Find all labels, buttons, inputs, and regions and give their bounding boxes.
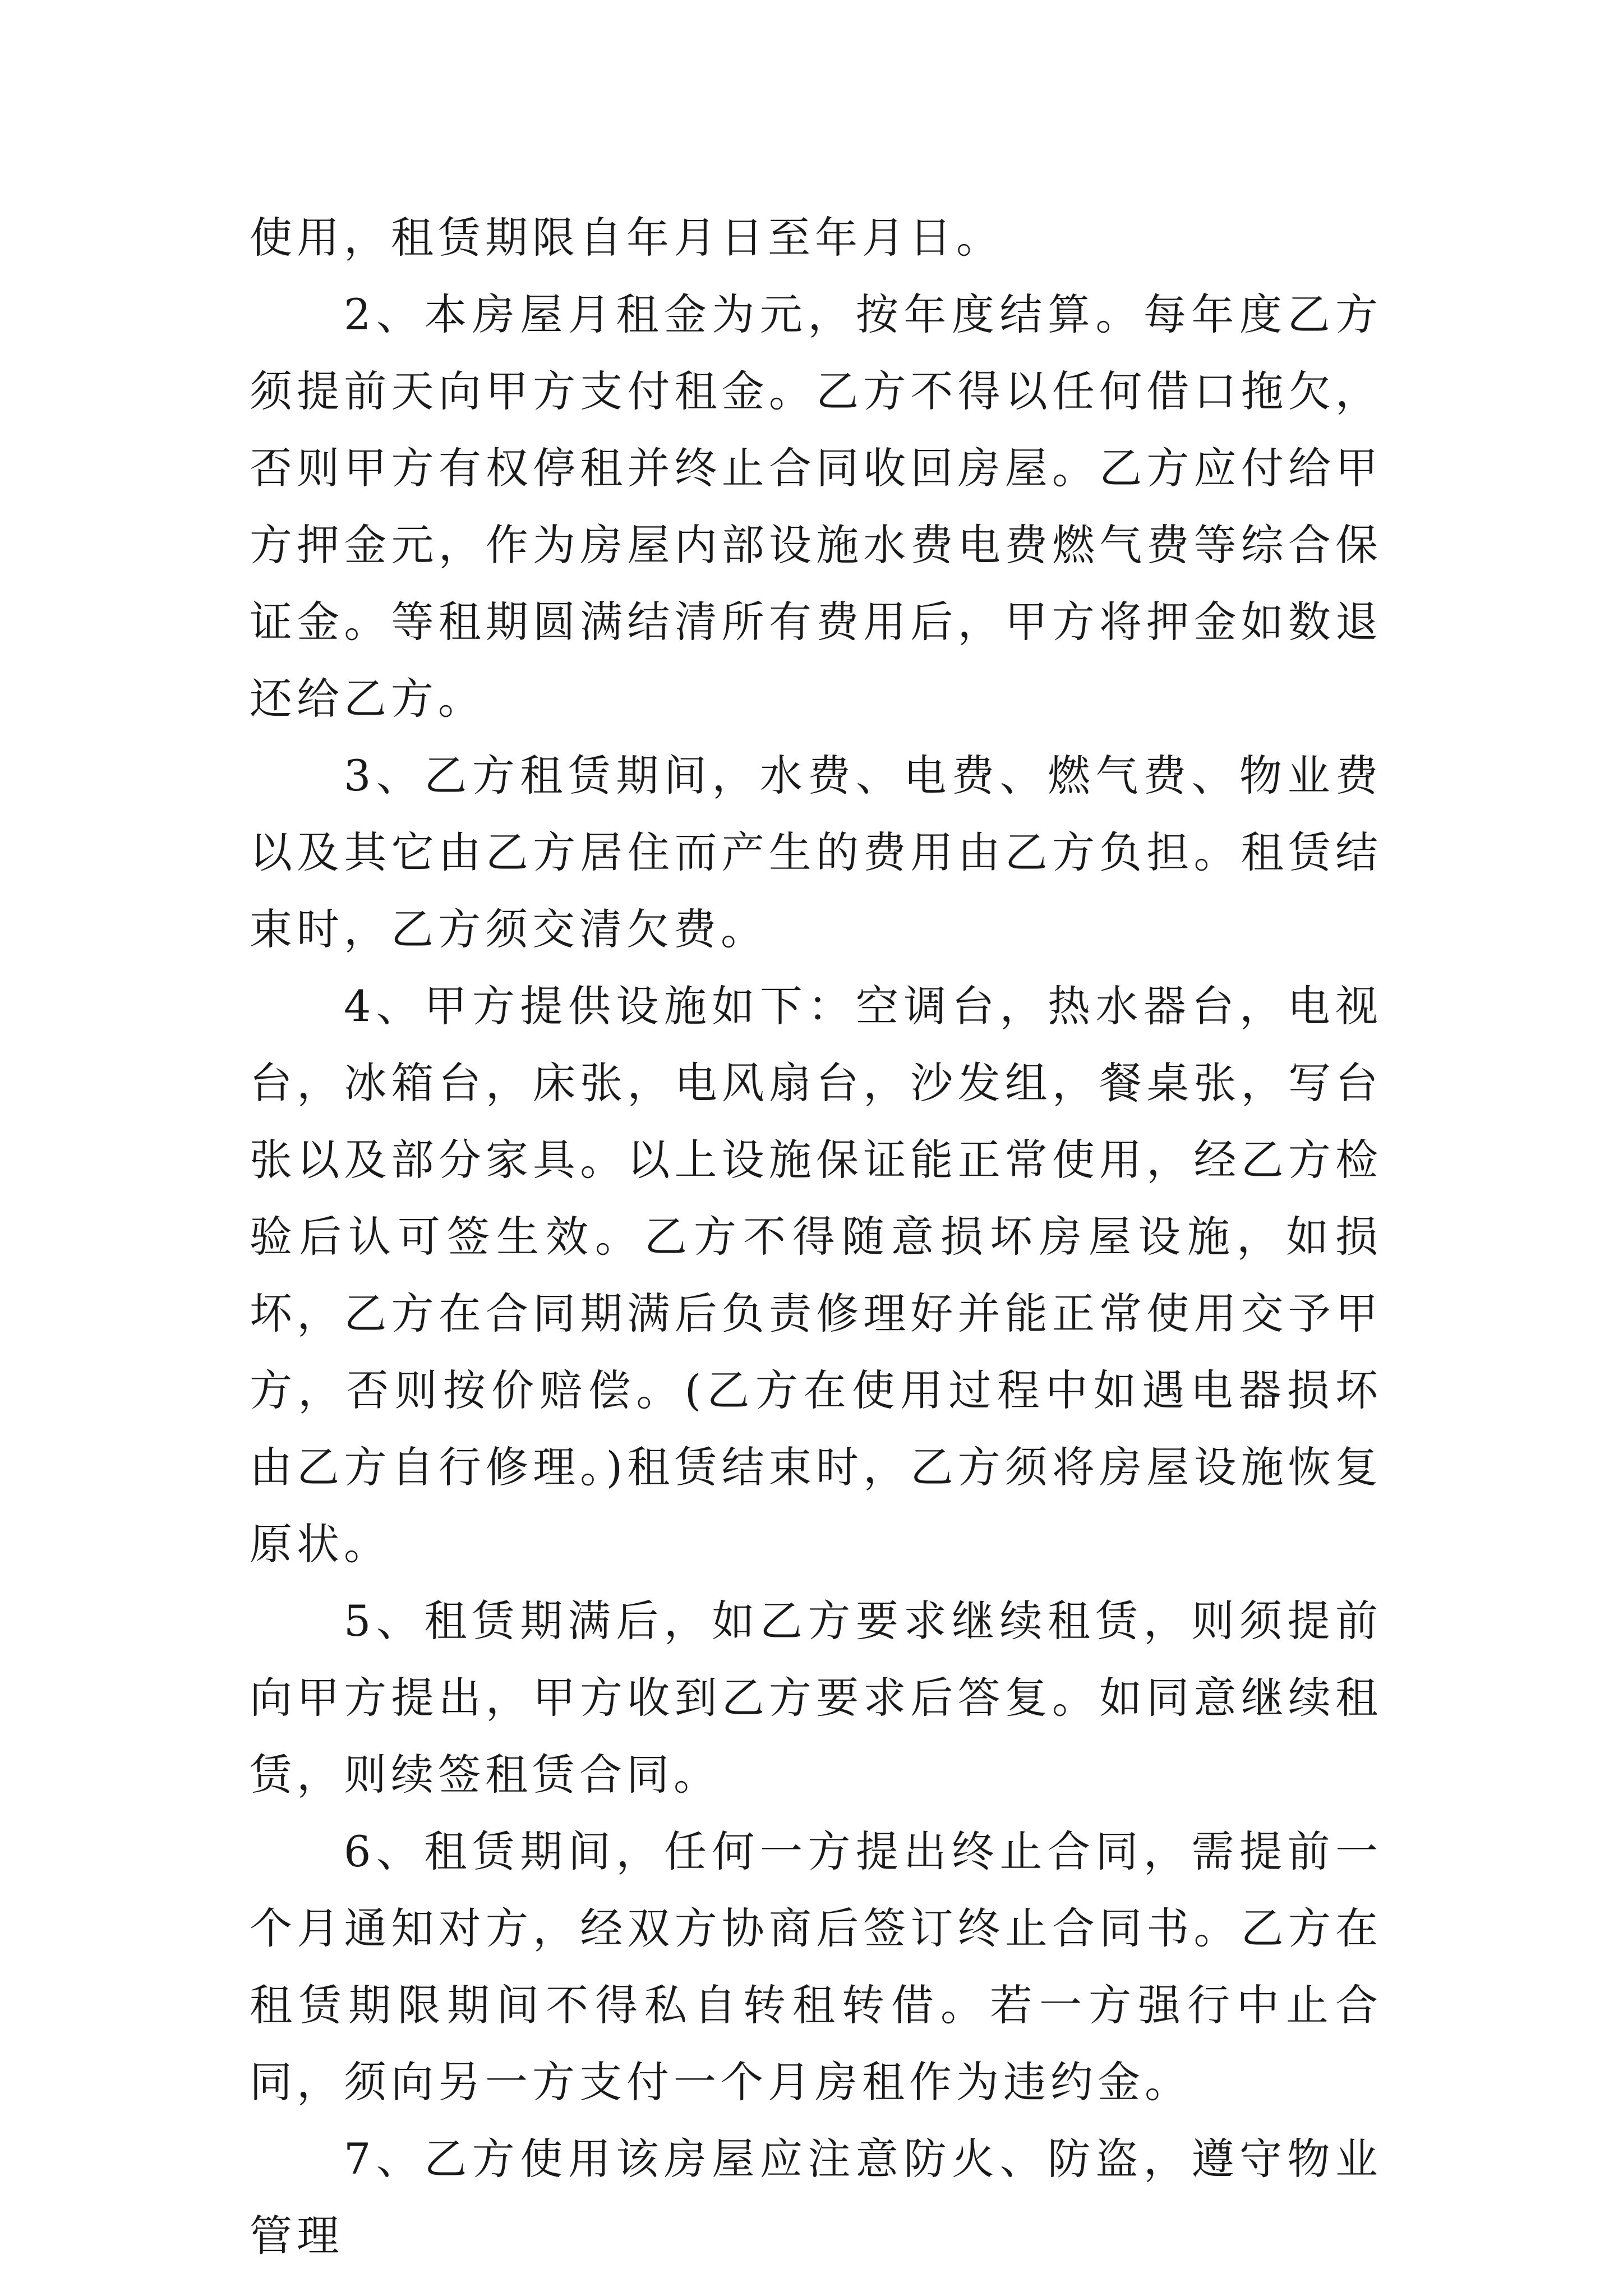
- contract-body: [250, 199, 1382, 2274]
- paragraph-clause-5: 5、租赁期满后，如乙方要求继续租赁，则须提前向甲方提出，甲方收到乙方要求后答复。如同意继续租赁，则续签租赁合同。: [250, 1596, 1382, 1800]
- paragraph-clause-4: 4、甲方提供设施如下：空调台，热水器台，电视台，冰箱台，床张，电风扇台，沙发组，餐桌张，写台张以及部分家具。以上设施保证能正常使用，经乙方检验后认可签生效。乙方不得随意损坏房屋设施，如损坏，乙方在合同期满后负责修理好并能正常使用交予甲方，否则按价赔偿。(乙方在使用过程中如遇电器损坏由乙方自行修理。)租赁结束时，乙方须将房屋设施恢复原状。: [250, 981, 1382, 1569]
- paragraph-clause-7: 7、乙方使用该房屋应注意防火、防盗，遵守物业管理: [250, 2134, 1382, 2261]
- paragraph-clause-3: 3、乙方租赁期间，水费、电费、燃气费、物业费以及其它由乙方居住而产生的费用由乙方负担。租赁结束时，乙方须交清欠费。: [250, 751, 1382, 954]
- paragraph-continuation: 使用，租赁期限自年月日至年月日。: [250, 213, 1003, 263]
- paragraph-clause-2: 2、本房屋月租金为元，按年度结算。每年度乙方须提前天向甲方支付租金。乙方不得以任何借口拖欠，否则甲方有权停租并终止合同收回房屋。乙方应付给甲方押金元，作为房屋内部设施水费电费燃气费等综合保证金。等租期圆满结清所有费用后，甲方将押金如数退还给乙方。: [250, 289, 1382, 724]
- paragraph-clause-6: 6、租赁期间，任何一方提出终止合同，需提前一个月通知对方，经双方协商后签订终止合同书。乙方在租赁期限期间不得私自转租转借。若一方强行中止合同，须向另一方支付一个月房租作为违约金。: [250, 1826, 1382, 2107]
